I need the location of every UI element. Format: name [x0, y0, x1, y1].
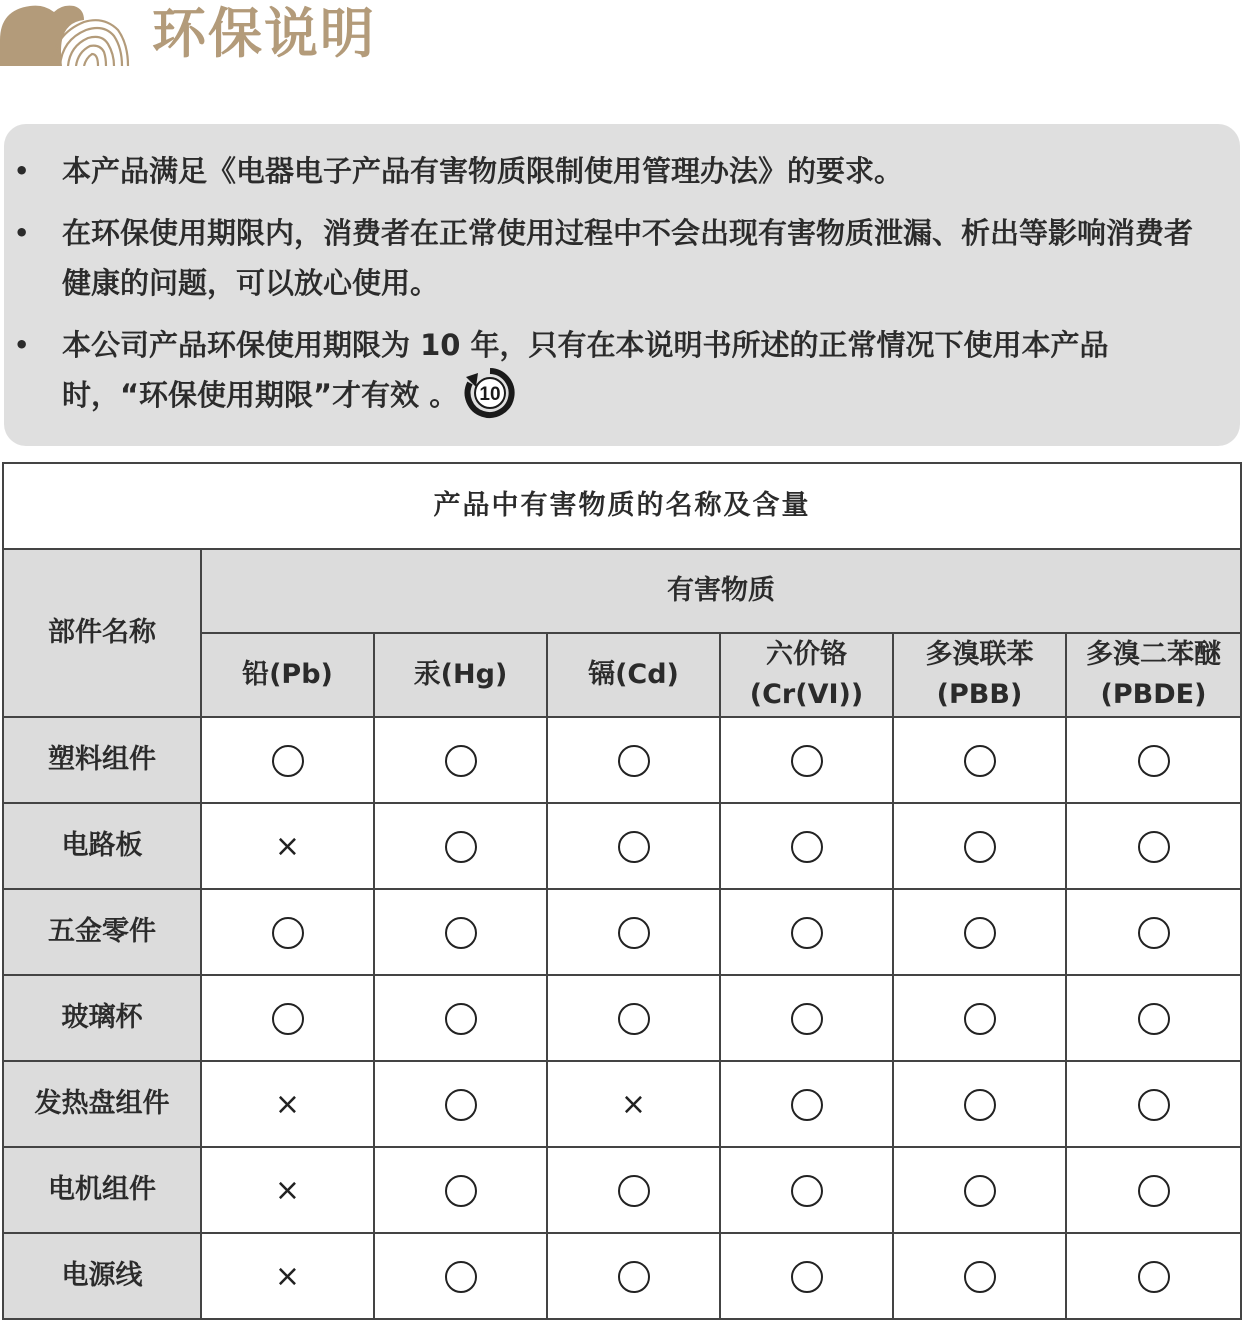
- cross-mark-icon: ×: [274, 1172, 301, 1208]
- exceeds-limit-cell: [201, 1061, 374, 1147]
- within-limit-cell: [201, 717, 374, 803]
- column-header: [1066, 633, 1241, 717]
- part-name-cell: 电源线: [3, 1233, 201, 1319]
- circle-mark-icon: [791, 1089, 823, 1121]
- circle-mark-icon: [618, 917, 650, 949]
- page-header: [0, 0, 1242, 70]
- circle-mark-icon: [272, 1003, 304, 1035]
- substance-table: [2, 462, 1242, 1320]
- within-limit-cell: [374, 1147, 547, 1233]
- bullet: •: [14, 157, 30, 185]
- column-header-symbol: (PBDE): [1100, 679, 1207, 710]
- exceeds-limit-cell: [201, 803, 374, 889]
- circle-mark-icon: [964, 1003, 996, 1035]
- within-limit-cell: [1066, 889, 1241, 975]
- circle-mark-icon: [1138, 1003, 1170, 1035]
- substance-header: 有害物质: [201, 549, 1241, 633]
- eco-badge-label: 10: [479, 384, 501, 405]
- notice-text: 本产品满足《电器电子产品有害物质限制使用管理办法》的要求。: [62, 154, 904, 188]
- circle-mark-icon: [964, 745, 996, 777]
- circle-mark-icon: [791, 745, 823, 777]
- circle-mark-icon: [964, 1261, 996, 1293]
- bullet: •: [14, 219, 30, 247]
- within-limit-cell: [720, 803, 893, 889]
- within-limit-cell: [547, 1147, 720, 1233]
- within-limit-cell: [374, 975, 547, 1061]
- within-limit-cell: [1066, 803, 1241, 889]
- within-limit-cell: [201, 889, 374, 975]
- within-limit-cell: [893, 889, 1066, 975]
- notice-text: 在环保使用期限内，消费者在正常使用过程中不会出现有害物质泄漏、析出等影响消费者健康的问题，可以放心使用。: [62, 216, 1194, 300]
- part-name-cell: 塑料组件: [3, 717, 201, 803]
- column-header-name: 铅(Pb): [242, 659, 333, 690]
- bullet: •: [14, 331, 30, 359]
- circle-mark-icon: [1138, 917, 1170, 949]
- column-header-name: 六价铬: [766, 639, 847, 670]
- within-limit-cell: [893, 1147, 1066, 1233]
- column-header-name: 汞(Hg): [413, 659, 508, 690]
- within-limit-cell: [720, 1147, 893, 1233]
- column-header-name: 多溴联苯: [925, 639, 1034, 670]
- circle-mark-icon: [618, 831, 650, 863]
- within-limit-cell: [1066, 1147, 1241, 1233]
- circle-mark-icon: [272, 917, 304, 949]
- column-header-symbol: (Cr(VI)): [749, 679, 864, 710]
- circle-mark-icon: [1138, 1261, 1170, 1293]
- column-header: [201, 633, 374, 717]
- within-limit-cell: [547, 975, 720, 1061]
- part-name-cell: 电路板: [3, 803, 201, 889]
- column-header-symbol: (PBB): [936, 679, 1023, 710]
- part-name-header: 部件名称: [3, 549, 201, 717]
- cross-mark-icon: ×: [274, 1086, 301, 1122]
- within-limit-cell: [374, 1233, 547, 1319]
- within-limit-cell: [893, 1061, 1066, 1147]
- circle-mark-icon: [618, 1003, 650, 1035]
- circle-mark-icon: [1138, 1089, 1170, 1121]
- exceeds-limit-cell: [547, 1061, 720, 1147]
- within-limit-cell: [720, 975, 893, 1061]
- circle-mark-icon: [791, 1261, 823, 1293]
- circle-mark-icon: [618, 1175, 650, 1207]
- cross-mark-icon: ×: [620, 1086, 647, 1122]
- column-header: [893, 633, 1066, 717]
- table-row: [3, 803, 1241, 889]
- circle-mark-icon: [964, 1175, 996, 1207]
- within-limit-cell: [720, 717, 893, 803]
- within-limit-cell: [1066, 717, 1241, 803]
- circle-mark-icon: [1138, 745, 1170, 777]
- circle-mark-icon: [445, 1175, 477, 1207]
- within-limit-cell: [893, 717, 1066, 803]
- circle-mark-icon: [445, 917, 477, 949]
- notice-text: 本公司产品环保使用期限为 10 年，只有在本说明书所述的正常情况下使用本产品时，“环保使用期限”才有效 。: [62, 328, 1109, 412]
- table-row: [3, 1061, 1241, 1147]
- table-row: [3, 975, 1241, 1061]
- within-limit-cell: [893, 1233, 1066, 1319]
- column-header-name: 镉(Cd): [588, 659, 679, 690]
- exceeds-limit-cell: [201, 1147, 374, 1233]
- circle-mark-icon: [445, 1089, 477, 1121]
- circle-mark-icon: [791, 1175, 823, 1207]
- circle-mark-icon: [964, 831, 996, 863]
- notice-text-with-badge: [62, 320, 1212, 420]
- circle-mark-icon: [791, 831, 823, 863]
- table-caption: 产品中有害物质的名称及含量: [3, 463, 1241, 549]
- circle-mark-icon: [618, 745, 650, 777]
- part-name-cell: 发热盘组件: [3, 1061, 201, 1147]
- within-limit-cell: [374, 803, 547, 889]
- within-limit-cell: [374, 717, 547, 803]
- table-row: [3, 889, 1241, 975]
- within-limit-cell: [893, 975, 1066, 1061]
- column-header: [547, 633, 720, 717]
- circle-mark-icon: [445, 1003, 477, 1035]
- circle-mark-icon: [445, 745, 477, 777]
- circle-mark-icon: [272, 745, 304, 777]
- within-limit-cell: [547, 889, 720, 975]
- within-limit-cell: [720, 889, 893, 975]
- within-limit-cell: [1066, 1061, 1241, 1147]
- circle-mark-icon: [791, 917, 823, 949]
- table-row: [3, 1233, 1241, 1319]
- column-header-name: 多溴二苯醚: [1086, 639, 1221, 670]
- page-title: 环保说明: [152, 2, 376, 65]
- part-name-cell: 电机组件: [3, 1147, 201, 1233]
- within-limit-cell: [1066, 1233, 1241, 1319]
- within-limit-cell: [720, 1061, 893, 1147]
- exceeds-limit-cell: [201, 1233, 374, 1319]
- table-row: [3, 1147, 1241, 1233]
- circle-mark-icon: [791, 1003, 823, 1035]
- within-limit-cell: [720, 1233, 893, 1319]
- circle-mark-icon: [618, 1261, 650, 1293]
- within-limit-cell: [374, 889, 547, 975]
- recycle-10-years-icon: [464, 367, 516, 419]
- circle-mark-icon: [1138, 831, 1170, 863]
- column-header: [374, 633, 547, 717]
- within-limit-cell: [201, 975, 374, 1061]
- hazardous-substance-table: [2, 462, 1240, 1324]
- within-limit-cell: [893, 803, 1066, 889]
- circle-mark-icon: [964, 1089, 996, 1121]
- cross-mark-icon: ×: [274, 828, 301, 864]
- circle-mark-icon: [1138, 1175, 1170, 1207]
- environmental-notice-panel: [4, 124, 1240, 446]
- within-limit-cell: [547, 803, 720, 889]
- brand-logo-icon: [0, 0, 130, 66]
- part-name-cell: 五金零件: [3, 889, 201, 975]
- table-row: [3, 717, 1241, 803]
- within-limit-cell: [547, 1233, 720, 1319]
- part-name-cell: 玻璃杯: [3, 975, 201, 1061]
- within-limit-cell: [374, 1061, 547, 1147]
- column-header: [720, 633, 893, 717]
- circle-mark-icon: [445, 1261, 477, 1293]
- within-limit-cell: [1066, 975, 1241, 1061]
- circle-mark-icon: [445, 831, 477, 863]
- circle-mark-icon: [964, 917, 996, 949]
- cross-mark-icon: ×: [274, 1258, 301, 1294]
- within-limit-cell: [547, 717, 720, 803]
